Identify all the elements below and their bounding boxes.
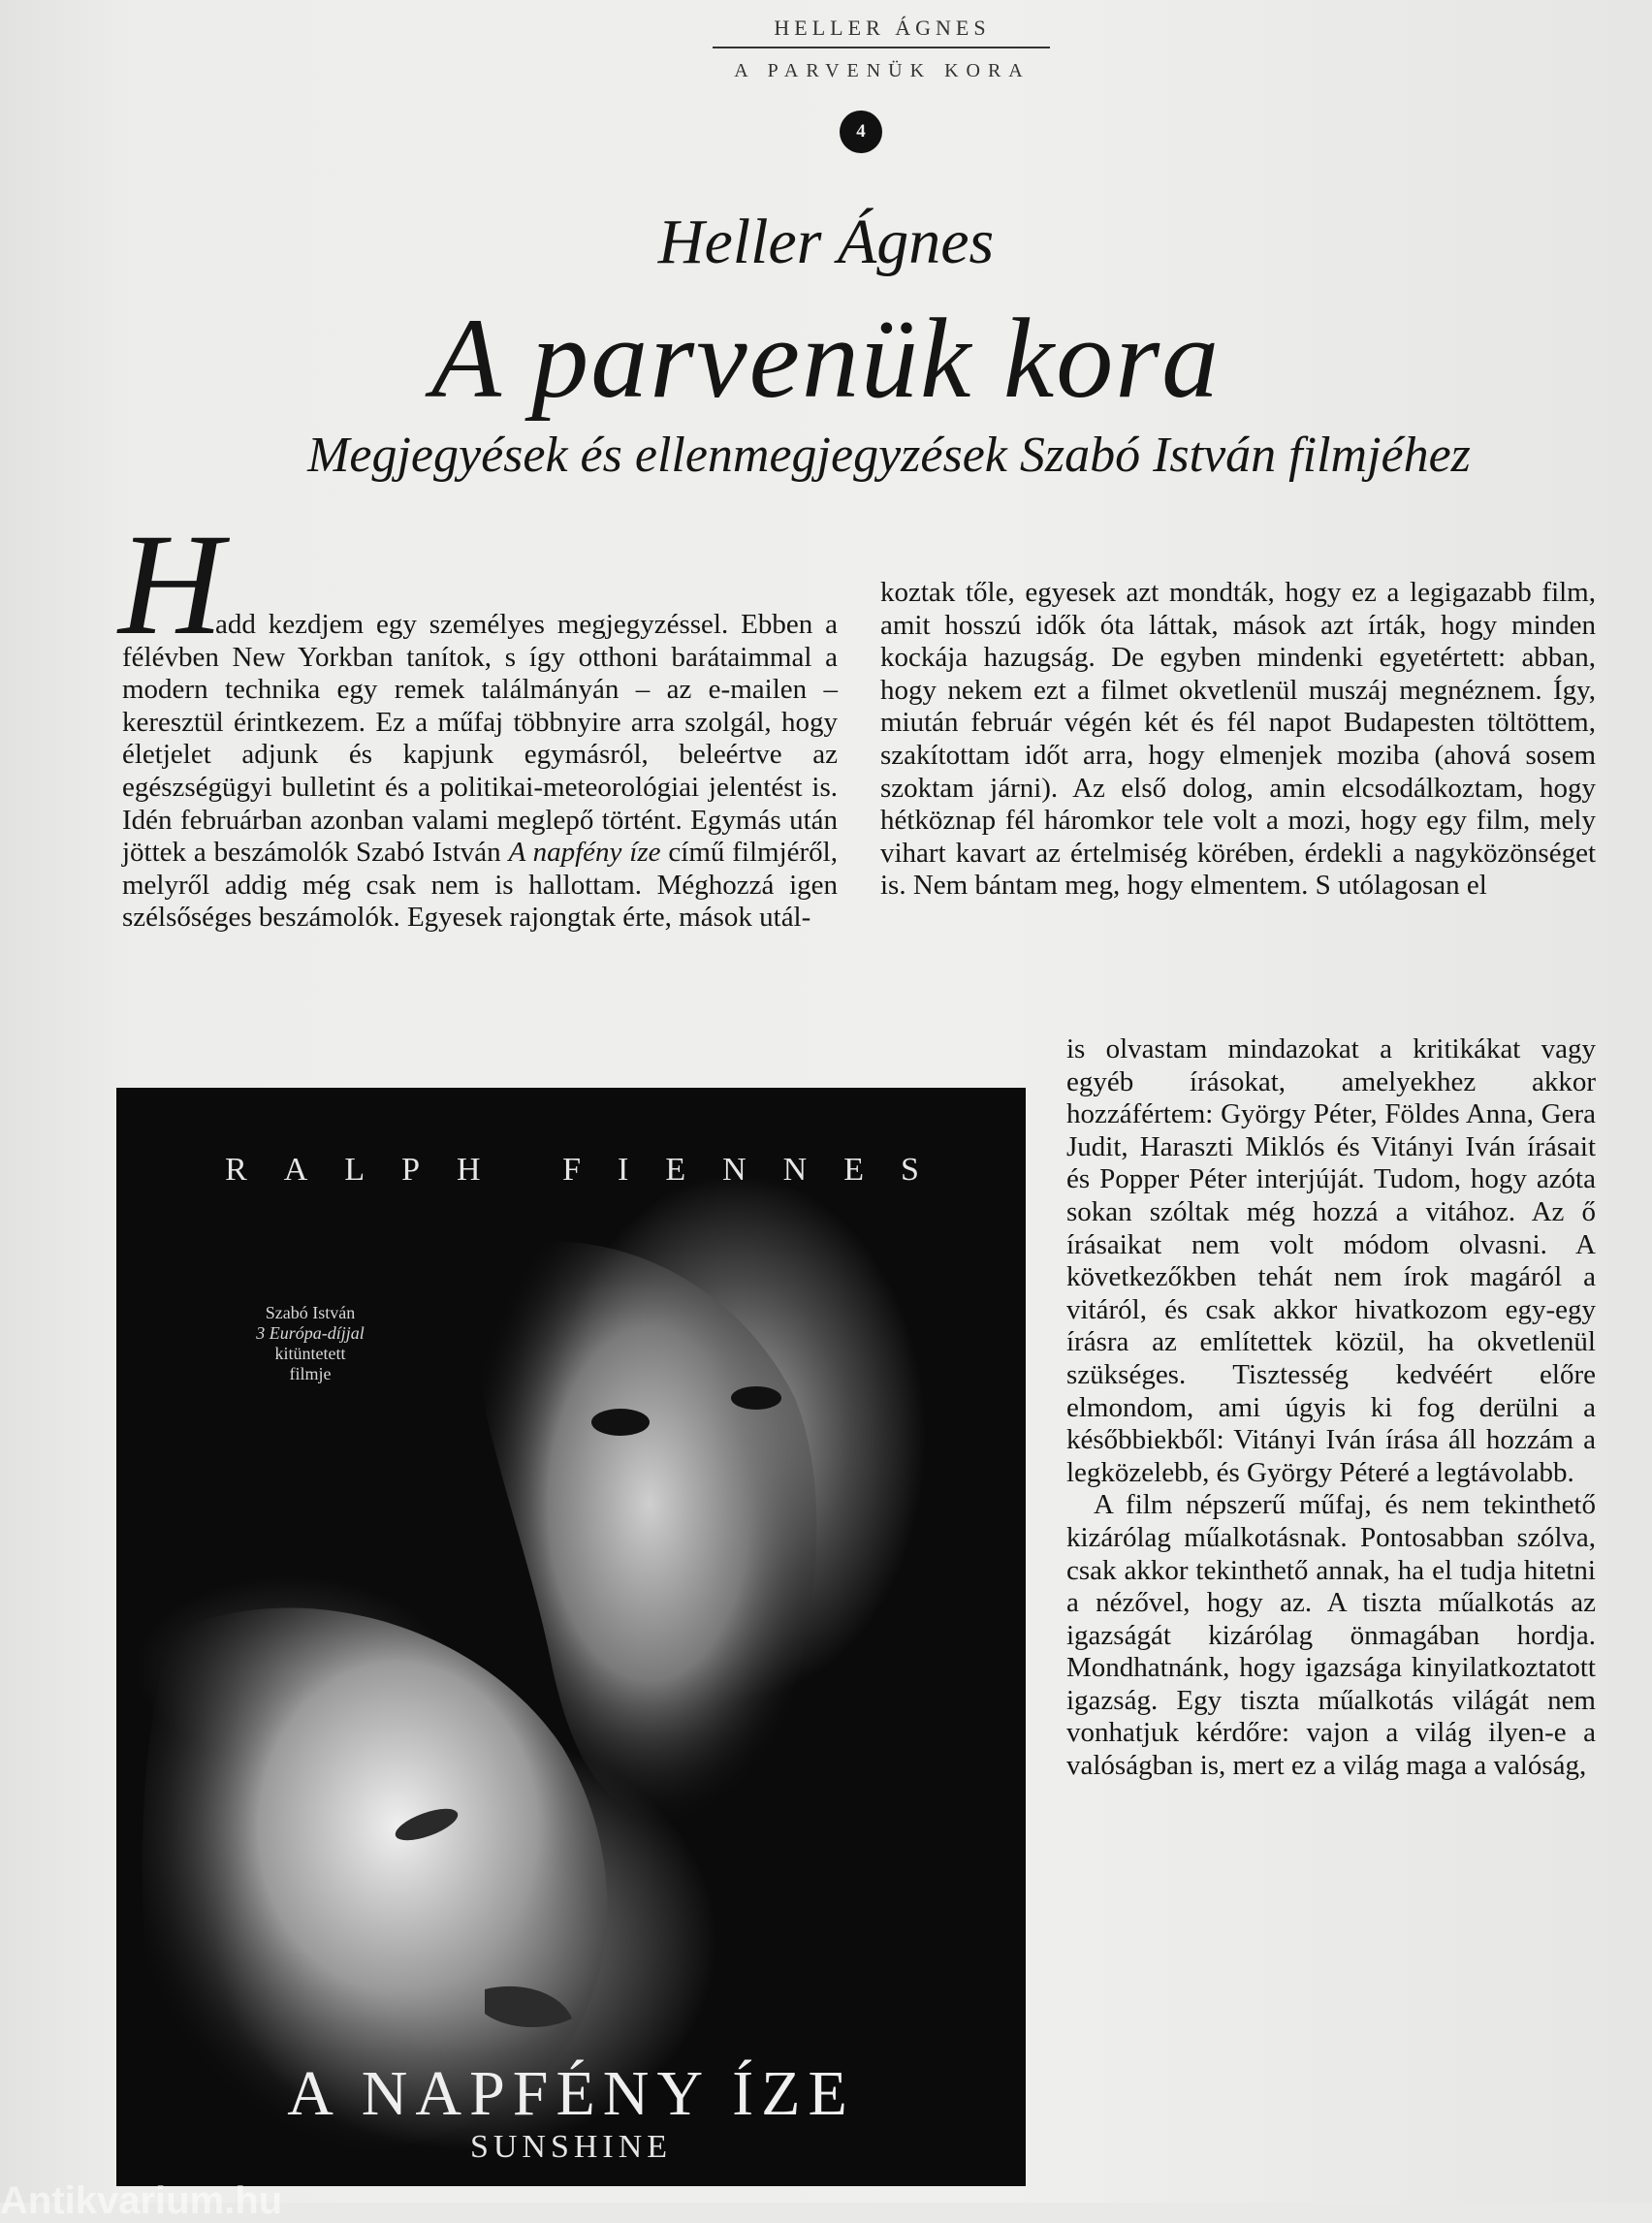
paragraph: koztak tőle, egyesek azt mondták, hogy ez a legigazabb film, amit hosszú idők óta láttak, mások azt írták, hogy minden kockája hazugság. De egyben mindenki egyetértett: abban, hogy nekem ezt a filmet okvetlenül muszáj megnéznem. Így, miután február végén két és fél napot Budapesten töltöttem, szakítottam időt arra, hogy elmenjek moziba (ahová sosem szoktam járni). Az első dolog, amin elcsodálkoztam, hogy hétköznap fél háromkor tele volt a mozi, hogy egy film, mely vihart kavart az értelmiség körében, érdekli a nagyközönséget is. Nem bántam meg, hogy elmentem. S utólagosan el	[880, 577, 1596, 902]
man-eye-left	[591, 1409, 650, 1436]
page-number-badge: 4	[840, 111, 882, 153]
paragraph	[122, 609, 838, 935]
poster-credit-line: kitüntetett	[274, 1344, 346, 1363]
paragraph: is olvastam mindazokat a kritikákat vagy egyéb írásokat, amelyekhez akkor hozzáfértem: György Péter, Földes Anna, Gera Judit, Haraszti Miklós és Vitányi Iván írásait és Popper Péter interjúját. Tudom, hogy azóta sokan szóltak még hozzá a vitához. Az ő írásaikat nem volt módom olvasni. A következőkben tehát nem írok magáról a vitáról, és csak akkor hivatkozom egy-egy írásra az említettek közül, ha okvetlenül szükséges. Tisztesség kedvéért előre elmondom, ami úgyis ki fog derülni a későbbiekből: Vitányi Iván írása áll hozzám a legközelebb, és György Péteré a legtávolabb.	[1066, 1033, 1596, 1488]
poster-film-title: A NAPFÉNY ÍZE	[287, 2058, 855, 2129]
drop-cap: H	[118, 504, 224, 665]
text-column-right-bottom	[1066, 1033, 1596, 1783]
site-watermark: Antikvarium.hu	[0, 2179, 283, 2222]
article-subtitle: Megjegyések és ellenmegjegyzések Szabó István filmjéhez	[307, 428, 1471, 483]
poster-faces-illustration	[116, 1088, 1026, 2186]
text-column-left	[122, 609, 838, 935]
article-title: A parvenük kora	[430, 295, 1222, 422]
paragraph-text: című filmjéről, melyről addig még csak nem is hallottam. Méghozzá igen szélsőséges beszámolók. Egyesek rajongtak érte, mások utál-	[122, 837, 838, 934]
paragraph: A film népszerű műfaj, és nem tekinthető kizárólag műalkotásnak. Pontosabban szólva, csak akkor tekinthető annak, ha el tudja hitetni a nézővel, hogy az. A tiszta műalkotás az igazságát kizárólag önmagában hordja. Mondhatnánk, hogy igazsága kinyilatkoztatott igazság. Egy tiszta műalkotás világát nem vonhatjuk kérdőre: vajon a világ ilyen-e a valóságban is, mert ez a világ maga a valóság,	[1066, 1489, 1596, 1782]
poster-actor-name: RALPH FIENNES	[225, 1152, 956, 1188]
poster-credit-line: 3 Európa-díjjal	[256, 1323, 365, 1343]
man-eye-right	[731, 1386, 781, 1410]
poster-credit-line: Szabó István	[265, 1303, 356, 1322]
poster-credit	[223, 1303, 397, 1384]
running-header-title: A PARVENÜK KORA	[734, 60, 1031, 81]
film-title-italic: A napfény íze	[508, 837, 661, 869]
running-header-author: HELLER ÁGNES	[774, 16, 991, 40]
article-author: Heller Ágnes	[657, 206, 995, 277]
film-poster-image	[116, 1088, 1026, 2186]
poster-credit-line: filmje	[289, 1364, 332, 1383]
poster-film-subtitle: SUNSHINE	[469, 2129, 673, 2165]
text-column-right-top	[880, 577, 1596, 903]
header-rule	[713, 47, 1050, 48]
paragraph-text: add kezdjem egy személyes megjegyzéssel. Ebben a félévben New Yorkban tanítok, s így otthoni barátaimmal a modern technika egy remek találmányán – az e-mailen – keresztül érintkezem. Ez a műfaj többnyire arra szolgál, hogy életjelet adjunk és kapjunk egymásról, beleértve az egészségügyi bulletint és a politikai-meteorológiai jelentést is. Idén februárban azonban valami meglepő történt. Egymás után jöttek a beszámolók Szabó István	[122, 609, 838, 869]
